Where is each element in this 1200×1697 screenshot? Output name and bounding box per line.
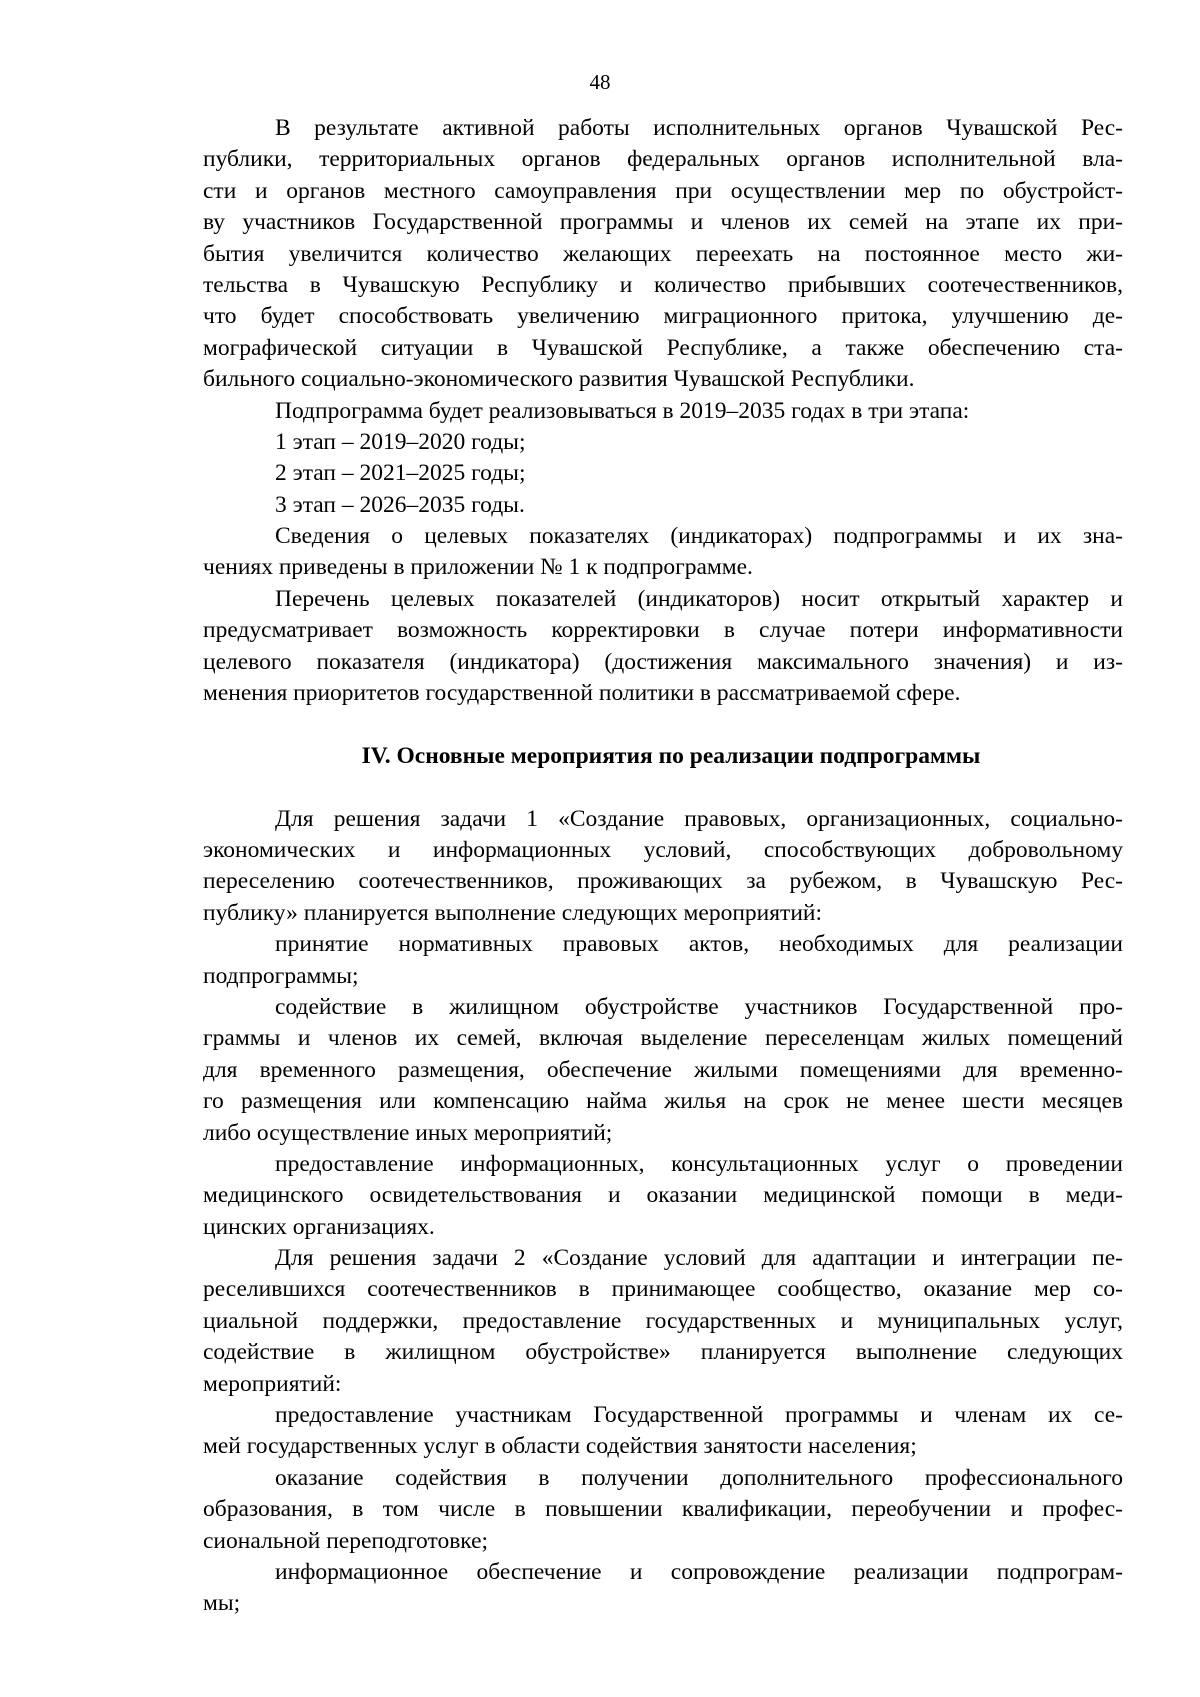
text-line: циальной поддержки, предоставление государственных и муниципальных услуг, [203, 1307, 1123, 1334]
paragraph-housing-assistance [203, 992, 1123, 1149]
paragraph-indicators-list [203, 584, 1123, 710]
spacer [203, 772, 1123, 803]
text-line: предоставление участникам Государственной программы и членам их се- [275, 1402, 1123, 1429]
text-line: экономических и информационных условий, способствующих добровольному [203, 836, 1123, 863]
text-line: чениях приведены в приложении № 1 к подпрограмме. [203, 554, 753, 581]
text-line: граммы и членов их семей, включая выделение переселенцам жилых помещений [203, 1025, 1123, 1052]
paragraph-professional-education [203, 1463, 1123, 1557]
text-line: менения приоритетов государственной политики в рассматриваемой сфере. [203, 680, 961, 707]
paragraph-medical-services [203, 1149, 1123, 1243]
paragraph-information-support [203, 1557, 1123, 1620]
text-line: мероприятий: [203, 1370, 342, 1397]
text-line: реселившихся соотечественников в принимающее сообщество, оказание мер со- [203, 1276, 1123, 1303]
text-line: либо осуществление иных мероприятий; [203, 1119, 613, 1146]
paragraph-indicators-reference [203, 521, 1123, 584]
paragraph-stage-1 [203, 427, 1123, 458]
text-line: тельства в Чувашскую Республику и количество прибывших соотечественников, [203, 271, 1123, 298]
text-line: публику» планируется выполнение следующих мероприятий: [203, 899, 822, 926]
text-line: мей государственных услуг в области содействия занятости населения; [203, 1433, 917, 1460]
page-content [203, 113, 1123, 1620]
text-line: Подпрограмма будет реализовываться в 2019–2035 годах в три этапа: [275, 397, 970, 424]
paragraph-employment-services [203, 1400, 1123, 1463]
text-line: бильного социально-экономического развития Чувашской Республики. [203, 366, 915, 393]
paragraph-implementation-period [203, 396, 1123, 427]
text-line: 3 этап – 2026–2035 годы. [275, 491, 525, 518]
text-line: подпрограммы; [203, 962, 359, 989]
paragraph-migration-outcome [203, 113, 1123, 396]
paragraph-stage-2 [203, 458, 1123, 489]
text-line: ву участников Государственной программы и членов их семей на этапе их при- [203, 209, 1123, 236]
text-line: го размещения или компенсацию найма жилья на срок не менее шести месяцев [203, 1088, 1123, 1115]
text-line: образования, в том числе в повышении квалификации, переобучении и профес- [203, 1496, 1123, 1523]
text-line: публики, территориальных органов федеральных органов исполнительной вла- [203, 146, 1123, 173]
spacer [203, 709, 1123, 740]
text-line: сти и органов местного самоуправления при осуществлении мер по обустройст- [203, 177, 1123, 204]
text-line: информационное обеспечение и сопровождение реализации подпрограм- [275, 1558, 1123, 1585]
text-line: мы; [203, 1590, 241, 1617]
text-line: мографической ситуации в Чувашской Республике, а также обеспечению ста- [203, 334, 1123, 361]
text-line: Для решения задачи 1 «Создание правовых, организационных, социально- [275, 805, 1123, 832]
text-line: переселению соотечественников, проживающих за рубежом, в Чувашскую Рес- [203, 868, 1123, 895]
text-line: Сведения о целевых показателях (индикаторах) подпрограммы и их зна- [275, 523, 1123, 550]
text-line: 1 этап – 2019–2020 годы; [275, 428, 526, 455]
text-line: Для решения задачи 2 «Создание условий для адаптации и интеграции пе- [275, 1245, 1123, 1272]
text-line: цинских организациях. [203, 1213, 435, 1240]
text-line: В результате активной работы исполнительных органов Чувашской Рес- [275, 115, 1123, 141]
paragraph-stage-3 [203, 490, 1123, 521]
text-line: целевого показателя (индикатора) (достижения максимального значения) и из- [203, 648, 1123, 675]
text-line: Перечень целевых показателей (индикаторов) носит открытый характер и [275, 585, 1123, 612]
text-line: для временного размещения, обеспечение жилыми помещениями для временно- [203, 1056, 1123, 1083]
text-line: оказание содействия в получении дополнительного профессионального [275, 1464, 1123, 1491]
paragraph-legal-acts [203, 929, 1123, 992]
paragraph-task-1 [203, 804, 1123, 930]
text-line: предусматривает возможность корректировки в случае потери информативности [203, 617, 1123, 644]
section-heading: IV. Основные мероприятия по реализации подпрограммы [361, 742, 981, 769]
page-number: 48 [589, 70, 611, 94]
text-line: содействие в жилищном обустройстве участников Государственной про- [275, 993, 1123, 1020]
text-line: сиональной переподготовке; [203, 1527, 489, 1554]
text-line: принятие нормативных правовых актов, необходимых для реализации [275, 931, 1123, 958]
text-line: содействие в жилищном обустройстве» планируется выполнение следующих [203, 1339, 1123, 1366]
text-line: предоставление информационных, консультационных услуг о проведении [275, 1150, 1123, 1177]
paragraph-task-2 [203, 1243, 1123, 1400]
text-line: медицинского освидетельствования и оказании медицинской помощи в меди- [203, 1182, 1123, 1209]
text-line: 2 этап – 2021–2025 годы; [275, 460, 526, 487]
text-line: что будет способствовать увеличению миграционного притока, улучшению де- [203, 303, 1123, 330]
text-line: бытия увеличится количество желающих переехать на постоянное место жи- [203, 240, 1123, 267]
